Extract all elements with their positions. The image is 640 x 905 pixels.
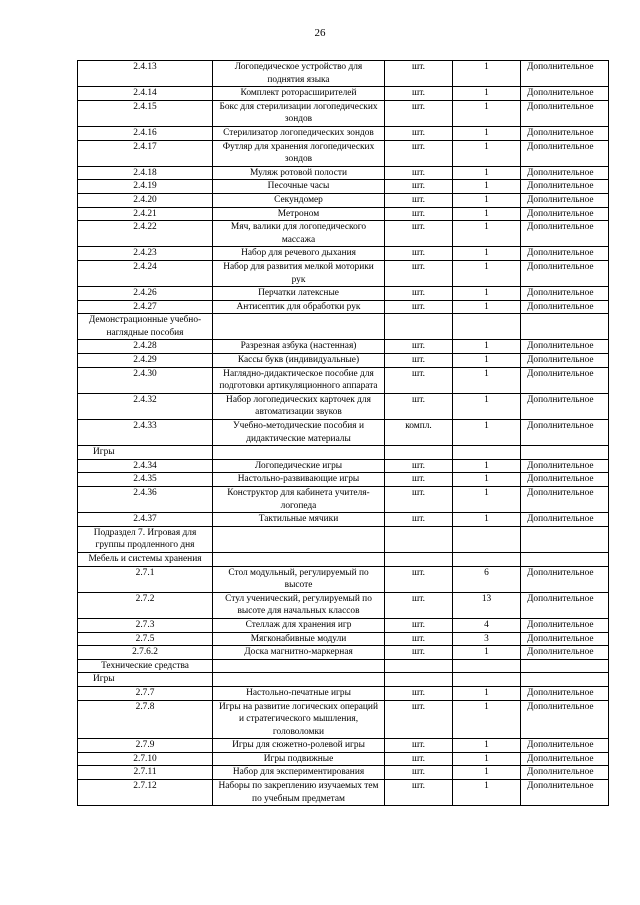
table-row [78, 420, 609, 446]
item-unit-cell: шт. [385, 487, 453, 513]
item-number-cell: 2.7.3 [78, 618, 213, 632]
item-number-cell: 2.7.1 [78, 566, 213, 592]
item-unit-cell: шт. [385, 340, 453, 354]
item-number-cell: 2.4.23 [78, 247, 213, 261]
table-row [78, 193, 609, 207]
item-type-cell: Дополнительное [521, 473, 609, 487]
table-row [78, 247, 609, 261]
table-row [78, 340, 609, 354]
item-quantity-cell: 1 [453, 100, 521, 126]
item-type-cell: Дополнительное [521, 180, 609, 194]
item-unit-cell: шт. [385, 393, 453, 419]
item-name-cell: Логопедическое устройство для поднятия языка [213, 61, 385, 87]
item-unit-cell: шт. [385, 140, 453, 166]
item-name-cell: Игры для сюжетно-ролевой игры [213, 739, 385, 753]
item-name-cell: Мягконабивные модули [213, 632, 385, 646]
section-row [78, 526, 609, 552]
empty-cell [521, 526, 609, 552]
item-number-cell: 2.4.34 [78, 459, 213, 473]
item-quantity-cell: 1 [453, 780, 521, 806]
empty-cell [213, 526, 385, 552]
item-unit-cell: шт. [385, 61, 453, 87]
item-quantity-cell: 13 [453, 592, 521, 618]
table-row [78, 700, 609, 739]
item-name-cell: Наборы по закреплению изучаемых тем по учебным предметам [213, 780, 385, 806]
item-unit-cell: шт. [385, 459, 453, 473]
item-unit-cell: шт. [385, 780, 453, 806]
item-name-cell: Стерилизатор логопедических зондов [213, 126, 385, 140]
section-title: Демонстрационные учебно-наглядные пособия [78, 314, 213, 340]
empty-cell [453, 446, 521, 460]
item-number-cell: 2.4.35 [78, 473, 213, 487]
item-quantity-cell: 6 [453, 566, 521, 592]
item-number-cell: 2.4.29 [78, 354, 213, 368]
item-name-cell: Мяч, валики для логопедического массажа [213, 221, 385, 247]
empty-cell [213, 659, 385, 673]
table-row [78, 618, 609, 632]
item-type-cell: Дополнительное [521, 300, 609, 314]
item-number-cell: 2.7.7 [78, 686, 213, 700]
section-row [78, 446, 609, 460]
table-row [78, 221, 609, 247]
item-unit-cell: шт. [385, 166, 453, 180]
table-row [78, 166, 609, 180]
item-name-cell: Конструктор для кабинета учителя-логопеда [213, 487, 385, 513]
item-number-cell: 2.4.24 [78, 260, 213, 286]
item-number-cell: 2.7.11 [78, 766, 213, 780]
item-quantity-cell: 1 [453, 260, 521, 286]
item-unit-cell: шт. [385, 126, 453, 140]
equipment-table [77, 60, 609, 806]
item-number-cell: 2.4.14 [78, 87, 213, 101]
item-quantity-cell: 1 [453, 487, 521, 513]
item-unit-cell: шт. [385, 207, 453, 221]
item-type-cell: Дополнительное [521, 393, 609, 419]
table-row [78, 459, 609, 473]
item-type-cell: Дополнительное [521, 766, 609, 780]
table-row [78, 100, 609, 126]
table-row [78, 207, 609, 221]
item-quantity-cell: 1 [453, 300, 521, 314]
item-quantity-cell: 1 [453, 513, 521, 527]
item-quantity-cell: 1 [453, 354, 521, 368]
item-name-cell: Настольно-развивающие игры [213, 473, 385, 487]
empty-cell [453, 552, 521, 566]
item-type-cell: Дополнительное [521, 646, 609, 660]
section-title: Игры [78, 446, 213, 460]
item-unit-cell: шт. [385, 87, 453, 101]
item-quantity-cell: 1 [453, 766, 521, 780]
item-quantity-cell: 1 [453, 166, 521, 180]
empty-cell [385, 314, 453, 340]
item-quantity-cell: 1 [453, 207, 521, 221]
item-type-cell: Дополнительное [521, 420, 609, 446]
item-name-cell: Учебно-методические пособия и дидактические материалы [213, 420, 385, 446]
empty-cell [385, 552, 453, 566]
item-type-cell: Дополнительное [521, 287, 609, 301]
empty-cell [521, 673, 609, 687]
item-name-cell: Бокс для стерилизации логопедических зондов [213, 100, 385, 126]
item-name-cell: Футляр для хранения логопедических зондов [213, 140, 385, 166]
item-name-cell: Комплект роторасширителей [213, 87, 385, 101]
table-row [78, 739, 609, 753]
item-type-cell: Дополнительное [521, 752, 609, 766]
item-name-cell: Настольно-печатные игры [213, 686, 385, 700]
empty-cell [453, 659, 521, 673]
section-title: Игры [78, 673, 213, 687]
equipment-table-body [78, 61, 609, 806]
table-row [78, 287, 609, 301]
empty-cell [213, 446, 385, 460]
item-name-cell: Тактильные мячики [213, 513, 385, 527]
table-row [78, 473, 609, 487]
item-number-cell: 2.4.17 [78, 140, 213, 166]
item-unit-cell: шт. [385, 473, 453, 487]
item-type-cell: Дополнительное [521, 87, 609, 101]
item-name-cell: Песочные часы [213, 180, 385, 194]
item-type-cell: Дополнительное [521, 207, 609, 221]
item-quantity-cell: 1 [453, 459, 521, 473]
empty-cell [213, 552, 385, 566]
table-row [78, 780, 609, 806]
item-name-cell: Стол модульный, регулируемый по высоте [213, 566, 385, 592]
empty-cell [453, 314, 521, 340]
item-unit-cell: шт. [385, 618, 453, 632]
item-name-cell: Набор для развития мелкой моторики рук [213, 260, 385, 286]
item-unit-cell: шт. [385, 193, 453, 207]
item-quantity-cell: 1 [453, 700, 521, 739]
item-number-cell: 2.4.27 [78, 300, 213, 314]
item-name-cell: Доска магнитно-маркерная [213, 646, 385, 660]
table-row [78, 87, 609, 101]
item-unit-cell: шт. [385, 686, 453, 700]
item-name-cell: Антисептик для обработки рук [213, 300, 385, 314]
item-type-cell: Дополнительное [521, 221, 609, 247]
item-number-cell: 2.4.22 [78, 221, 213, 247]
item-type-cell: Дополнительное [521, 140, 609, 166]
item-number-cell: 2.7.2 [78, 592, 213, 618]
table-row [78, 632, 609, 646]
item-type-cell: Дополнительное [521, 487, 609, 513]
item-name-cell: Игры подвижные [213, 752, 385, 766]
item-quantity-cell: 1 [453, 473, 521, 487]
item-quantity-cell: 1 [453, 180, 521, 194]
item-number-cell: 2.7.8 [78, 700, 213, 739]
section-title: Технические средства [78, 659, 213, 673]
item-type-cell: Дополнительное [521, 367, 609, 393]
table-row [78, 354, 609, 368]
item-name-cell: Метроном [213, 207, 385, 221]
item-number-cell: 2.4.28 [78, 340, 213, 354]
item-type-cell: Дополнительное [521, 193, 609, 207]
item-number-cell: 2.4.20 [78, 193, 213, 207]
item-quantity-cell: 1 [453, 367, 521, 393]
item-unit-cell: шт. [385, 739, 453, 753]
table-row [78, 126, 609, 140]
item-quantity-cell: 1 [453, 193, 521, 207]
table-row [78, 487, 609, 513]
item-unit-cell: шт. [385, 700, 453, 739]
item-unit-cell: шт. [385, 566, 453, 592]
table-row [78, 766, 609, 780]
section-row [78, 552, 609, 566]
item-type-cell: Дополнительное [521, 618, 609, 632]
empty-cell [521, 446, 609, 460]
table-row [78, 566, 609, 592]
item-type-cell: Дополнительное [521, 459, 609, 473]
table-row [78, 686, 609, 700]
item-quantity-cell: 1 [453, 739, 521, 753]
item-number-cell: 2.4.18 [78, 166, 213, 180]
item-unit-cell: шт. [385, 752, 453, 766]
item-quantity-cell: 1 [453, 221, 521, 247]
item-number-cell: 2.7.6.2 [78, 646, 213, 660]
item-quantity-cell: 1 [453, 87, 521, 101]
item-number-cell: 2.7.10 [78, 752, 213, 766]
item-unit-cell: шт. [385, 513, 453, 527]
table-row [78, 140, 609, 166]
section-title: Подраздел 7. Игровая для группы продленного дня [78, 526, 213, 552]
item-type-cell: Дополнительное [521, 632, 609, 646]
empty-cell [453, 673, 521, 687]
item-name-cell: Логопедические игры [213, 459, 385, 473]
item-type-cell: Дополнительное [521, 686, 609, 700]
item-type-cell: Дополнительное [521, 166, 609, 180]
item-number-cell: 2.4.21 [78, 207, 213, 221]
table-row [78, 300, 609, 314]
item-number-cell: 2.4.37 [78, 513, 213, 527]
item-name-cell: Перчатки латексные [213, 287, 385, 301]
item-unit-cell: шт. [385, 260, 453, 286]
item-name-cell: Набор для речевого дыхания [213, 247, 385, 261]
item-type-cell: Дополнительное [521, 780, 609, 806]
item-name-cell: Игры на развитие логических операций и стратегического мышления, головоломки [213, 700, 385, 739]
item-unit-cell: шт. [385, 180, 453, 194]
table-row [78, 393, 609, 419]
item-type-cell: Дополнительное [521, 100, 609, 126]
table-row [78, 752, 609, 766]
empty-cell [521, 659, 609, 673]
item-unit-cell: шт. [385, 646, 453, 660]
section-title: Мебель и системы хранения [78, 552, 213, 566]
item-type-cell: Дополнительное [521, 247, 609, 261]
table-row [78, 260, 609, 286]
section-row [78, 314, 609, 340]
item-number-cell: 2.4.19 [78, 180, 213, 194]
item-unit-cell: шт. [385, 632, 453, 646]
item-unit-cell: шт. [385, 100, 453, 126]
item-name-cell: Разрезная азбука (настенная) [213, 340, 385, 354]
section-row [78, 673, 609, 687]
item-type-cell: Дополнительное [521, 260, 609, 286]
item-quantity-cell: 1 [453, 287, 521, 301]
item-number-cell: 2.4.15 [78, 100, 213, 126]
item-type-cell: Дополнительное [521, 61, 609, 87]
item-quantity-cell: 1 [453, 61, 521, 87]
item-type-cell: Дополнительное [521, 739, 609, 753]
table-row [78, 646, 609, 660]
item-number-cell: 2.7.12 [78, 780, 213, 806]
item-quantity-cell: 3 [453, 632, 521, 646]
page-number: 26 [314, 27, 326, 39]
table-row [78, 592, 609, 618]
item-name-cell: Секундомер [213, 193, 385, 207]
item-name-cell: Стул ученический, регулируемый по высоте для начальных классов [213, 592, 385, 618]
item-quantity-cell: 1 [453, 140, 521, 166]
item-unit-cell: шт. [385, 287, 453, 301]
equipment-table-wrapper [77, 60, 608, 806]
item-type-cell: Дополнительное [521, 566, 609, 592]
item-number-cell: 2.4.33 [78, 420, 213, 446]
item-unit-cell: шт. [385, 367, 453, 393]
item-type-cell: Дополнительное [521, 340, 609, 354]
item-name-cell: Набор для экспериментирования [213, 766, 385, 780]
empty-cell [521, 314, 609, 340]
item-quantity-cell: 1 [453, 340, 521, 354]
table-row [78, 180, 609, 194]
item-name-cell: Стеллаж для хранения игр [213, 618, 385, 632]
item-unit-cell: шт. [385, 354, 453, 368]
section-row [78, 659, 609, 673]
item-unit-cell: шт. [385, 300, 453, 314]
item-name-cell: Муляж ротовой полости [213, 166, 385, 180]
item-quantity-cell: 1 [453, 247, 521, 261]
empty-cell [213, 314, 385, 340]
item-number-cell: 2.4.32 [78, 393, 213, 419]
item-name-cell: Кассы букв (индивидуальные) [213, 354, 385, 368]
empty-cell [453, 526, 521, 552]
empty-cell [385, 526, 453, 552]
item-unit-cell: шт. [385, 247, 453, 261]
table-row [78, 367, 609, 393]
item-quantity-cell: 1 [453, 420, 521, 446]
item-type-cell: Дополнительное [521, 126, 609, 140]
item-number-cell: 2.4.30 [78, 367, 213, 393]
item-number-cell: 2.4.26 [78, 287, 213, 301]
empty-cell [385, 659, 453, 673]
item-quantity-cell: 1 [453, 686, 521, 700]
item-quantity-cell: 4 [453, 618, 521, 632]
empty-cell [213, 673, 385, 687]
item-name-cell: Наглядно-дидактическое пособие для подготовки артикуляционного аппарата [213, 367, 385, 393]
empty-cell [385, 673, 453, 687]
table-row [78, 513, 609, 527]
item-name-cell: Набор логопедических карточек для автоматизации звуков [213, 393, 385, 419]
empty-cell [521, 552, 609, 566]
item-number-cell: 2.4.16 [78, 126, 213, 140]
item-number-cell: 2.7.5 [78, 632, 213, 646]
item-number-cell: 2.4.36 [78, 487, 213, 513]
item-unit-cell: шт. [385, 766, 453, 780]
item-type-cell: Дополнительное [521, 700, 609, 739]
item-quantity-cell: 1 [453, 752, 521, 766]
empty-cell [385, 446, 453, 460]
item-unit-cell: шт. [385, 592, 453, 618]
item-unit-cell: компл. [385, 420, 453, 446]
item-type-cell: Дополнительное [521, 513, 609, 527]
item-quantity-cell: 1 [453, 126, 521, 140]
item-quantity-cell: 1 [453, 393, 521, 419]
item-quantity-cell: 1 [453, 646, 521, 660]
item-type-cell: Дополнительное [521, 354, 609, 368]
item-number-cell: 2.4.13 [78, 61, 213, 87]
item-number-cell: 2.7.9 [78, 739, 213, 753]
item-unit-cell: шт. [385, 221, 453, 247]
item-type-cell: Дополнительное [521, 592, 609, 618]
table-row [78, 61, 609, 87]
